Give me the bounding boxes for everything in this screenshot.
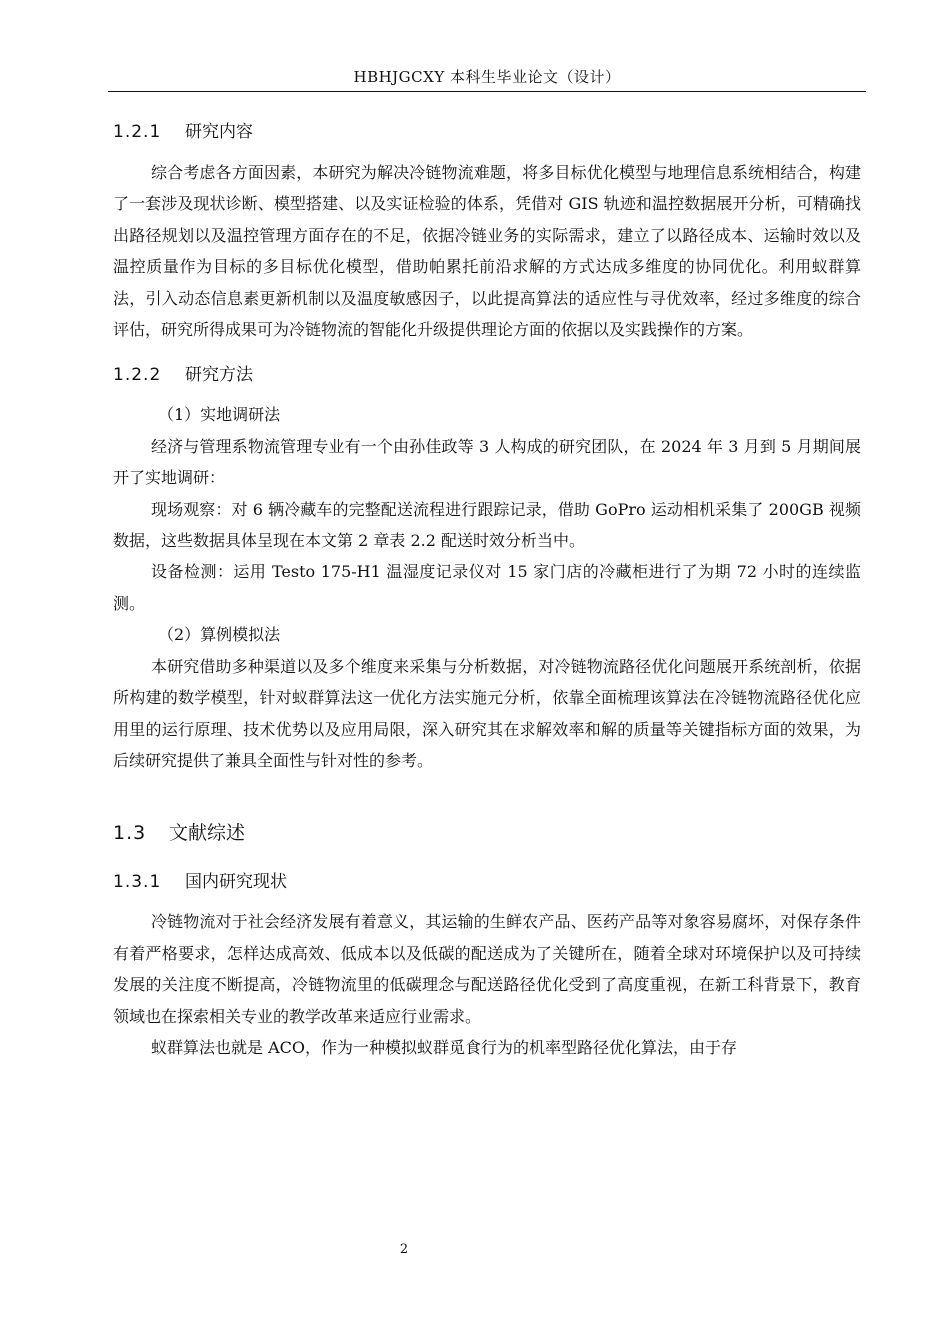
paragraph-field-team: 经济与管理系物流管理专业有一个由孙佳政等 3 人构成的研究团队，在 2024 年 3 月到 5 月期间展开了实地调研： xyxy=(113,436,861,488)
running-header: HBHJGCXY 本科生毕业论文（设计） xyxy=(353,68,621,86)
section-number: 1.3 xyxy=(113,822,147,845)
section-title: 研究内容 xyxy=(185,122,253,142)
section-heading-1-2-2 xyxy=(113,359,861,391)
section-title: 文献综述 xyxy=(169,822,246,845)
section-title: 国内研究现状 xyxy=(185,872,287,893)
paragraph-simulation: 本研究借助多种渠道以及多个维度来采集与分析数据，对冷链物流路径优化问题展开系统剖析，依据所构建的数学模型，针对蚁群算法这一优化方法实施元分析，依靠全面梳理该算法在冷链物流路径优化应用里的运行原理、技术优势以及应用局限，深入研究其在求解效率和解的质量等关键指标方面的效果，为后续研究提供了兼具全面性与针对性的参考。 xyxy=(113,656,861,770)
section-heading-1-3-1 xyxy=(113,866,861,898)
section-number: 1.2.1 xyxy=(113,122,162,142)
paragraph-domestic-status: 冷链物流对于社会经济发展有着意义，其运输的生鲜农产品、医药产品等对象容易腐坏，对保存条件有着严格要求，怎样达成高效、低成本以及低碳的配送成为了关键所在，随着全球对环境保护以及可持续发展的关注度不断提高，冷链物流里的低碳理念与配送路径优化受到了高度重视，在新工科背景下，教育领域也在探索相关专业的教学改革来适应行业需求。 xyxy=(113,912,861,1026)
method-1-title: （1）实地调研法 xyxy=(158,405,281,425)
paragraph-field-observation: 现场观察：对 6 辆冷藏车的完整配送流程进行跟踪记录，借助 GoPro 运动相机采集了 200GB 视频数据，这些数据具体呈现在本文第 2 章表 2.2 配送时效分析当中。 xyxy=(113,499,861,551)
section-number: 1.2.2 xyxy=(113,365,162,386)
header-divider xyxy=(108,91,866,92)
section-heading-1-2-1 xyxy=(113,116,861,148)
paragraph-research-content: 综合考虑各方面因素，本研究为解决冷链物流难题，将多目标优化模型与地理信息系统相结合，构建了一套涉及现状诊断、模型搭建、以及实证检验的体系，凭借对 GIS 轨迹和温控数据展开分析，可精确找出路径规划以及温控管理方面存在的不足，依据冷链业务的实际需求，建立了以路径成本、运输时效以及温控质量作为目标的多目标优化模型，借助帕累托前沿求解的方式达成多维度的协同优化。利用蚁群算法，引入动态信息素更新机制以及温度敏感因子，以此提高算法的适应性与寻优效率，经过多维度的综合评估，研究所得成果可为冷链物流的智能化升级提供理论方面的依据以及实践操作的方案。 xyxy=(113,163,861,340)
method-2-title: （2）算例模拟法 xyxy=(158,625,281,645)
section-number: 1.3.1 xyxy=(113,872,162,893)
section-title: 研究方法 xyxy=(185,365,253,386)
paragraph-device-testing: 设备检测：运用 Testo 175-H1 温湿度记录仪对 15 家门店的冷藏柜进行了为期 72 小时的连续监测。 xyxy=(113,562,861,613)
section-heading-1-3 xyxy=(113,816,861,850)
page-number: 2 xyxy=(399,1242,409,1257)
page-content xyxy=(113,116,861,1063)
paragraph-aco-intro: 蚁群算法也就是 ACO，作为一种模拟蚁群觅食行为的机率型路径优化算法，由于存 xyxy=(151,1037,738,1057)
